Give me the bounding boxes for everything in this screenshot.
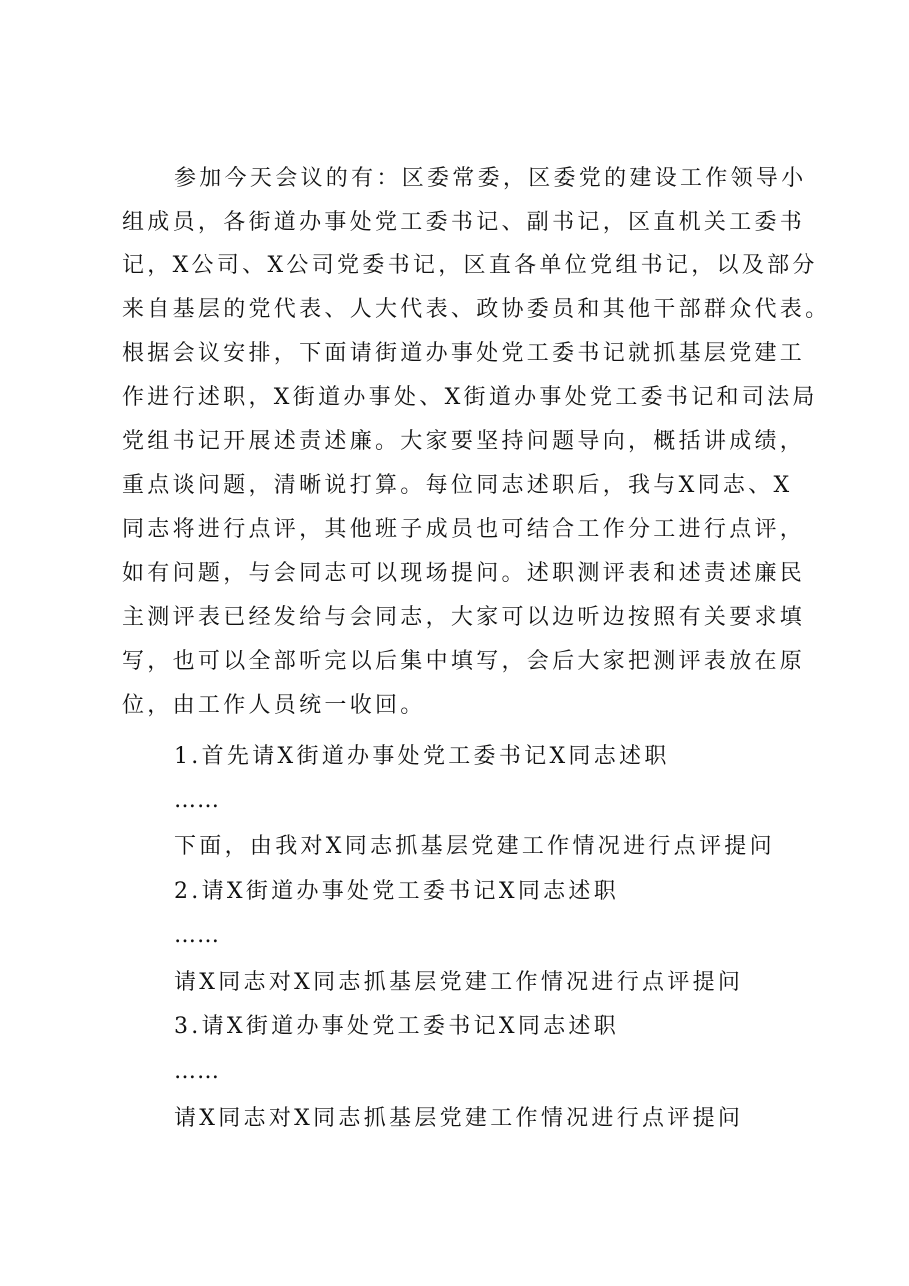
agenda-item: 请X同志对X同志抓基层党建工作情况进行点评提问	[174, 970, 744, 995]
paragraph-line: 重点谈问题，清晰说打算。每位同志述职后，我与X同志、X	[122, 473, 793, 498]
paragraph-line: 同志将进行点评，其他班子成员也可结合工作分工进行点评，	[122, 517, 806, 542]
agenda-item: 1.首先请X街道办事处党工委书记X同志述职	[174, 744, 670, 769]
ellipsis-line: ……	[174, 788, 220, 813]
paragraph-line: 来自基层的党代表、人大代表、政协委员和其他干部群众代表。	[122, 297, 831, 322]
paragraph-line: 如有问题，与会同志可以现场提问。述职测评表和述责述廉民	[122, 561, 806, 586]
agenda-item: 下面，由我对X同志抓基层党建工作情况进行点评提问	[174, 834, 775, 859]
paragraph-line: 记，X公司、X公司党委书记，区直各单位党组书记，以及部分	[122, 253, 818, 278]
paragraph-line: 根据会议安排，下面请街道办事处党工委书记就抓基层党建工	[122, 341, 806, 366]
agenda-item: 请X同志对X同志抓基层党建工作情况进行点评提问	[174, 1106, 744, 1131]
ellipsis-line: ……	[174, 1059, 220, 1084]
paragraph-line: 组成员，各街道办事处党工委书记、副书记，区直机关工委书	[122, 210, 806, 235]
agenda-item: 2.请X街道办事处党工委书记X同志述职	[174, 879, 620, 904]
paragraph-line: 党组书记开展述责述廉。大家要坚持问题导向，概括讲成绩，	[122, 429, 806, 454]
paragraph-line: 参加今天会议的有：区委常委，区委党的建设工作领导小	[174, 166, 807, 191]
paragraph-line: 作进行述职，X街道办事处、X街道办事处党工委书记和司法局	[122, 385, 818, 410]
paragraph-line: 主测评表已经发给与会同志，大家可以边听边按照有关要求填	[122, 605, 806, 630]
paragraph-line: 位，由工作人员统一收回。	[122, 693, 426, 718]
ellipsis-line: ……	[174, 923, 220, 948]
paragraph-line: 写，也可以全部听完以后集中填写，会后大家把测评表放在原	[122, 649, 806, 674]
agenda-item: 3.请X街道办事处党工委书记X同志述职	[174, 1014, 620, 1039]
